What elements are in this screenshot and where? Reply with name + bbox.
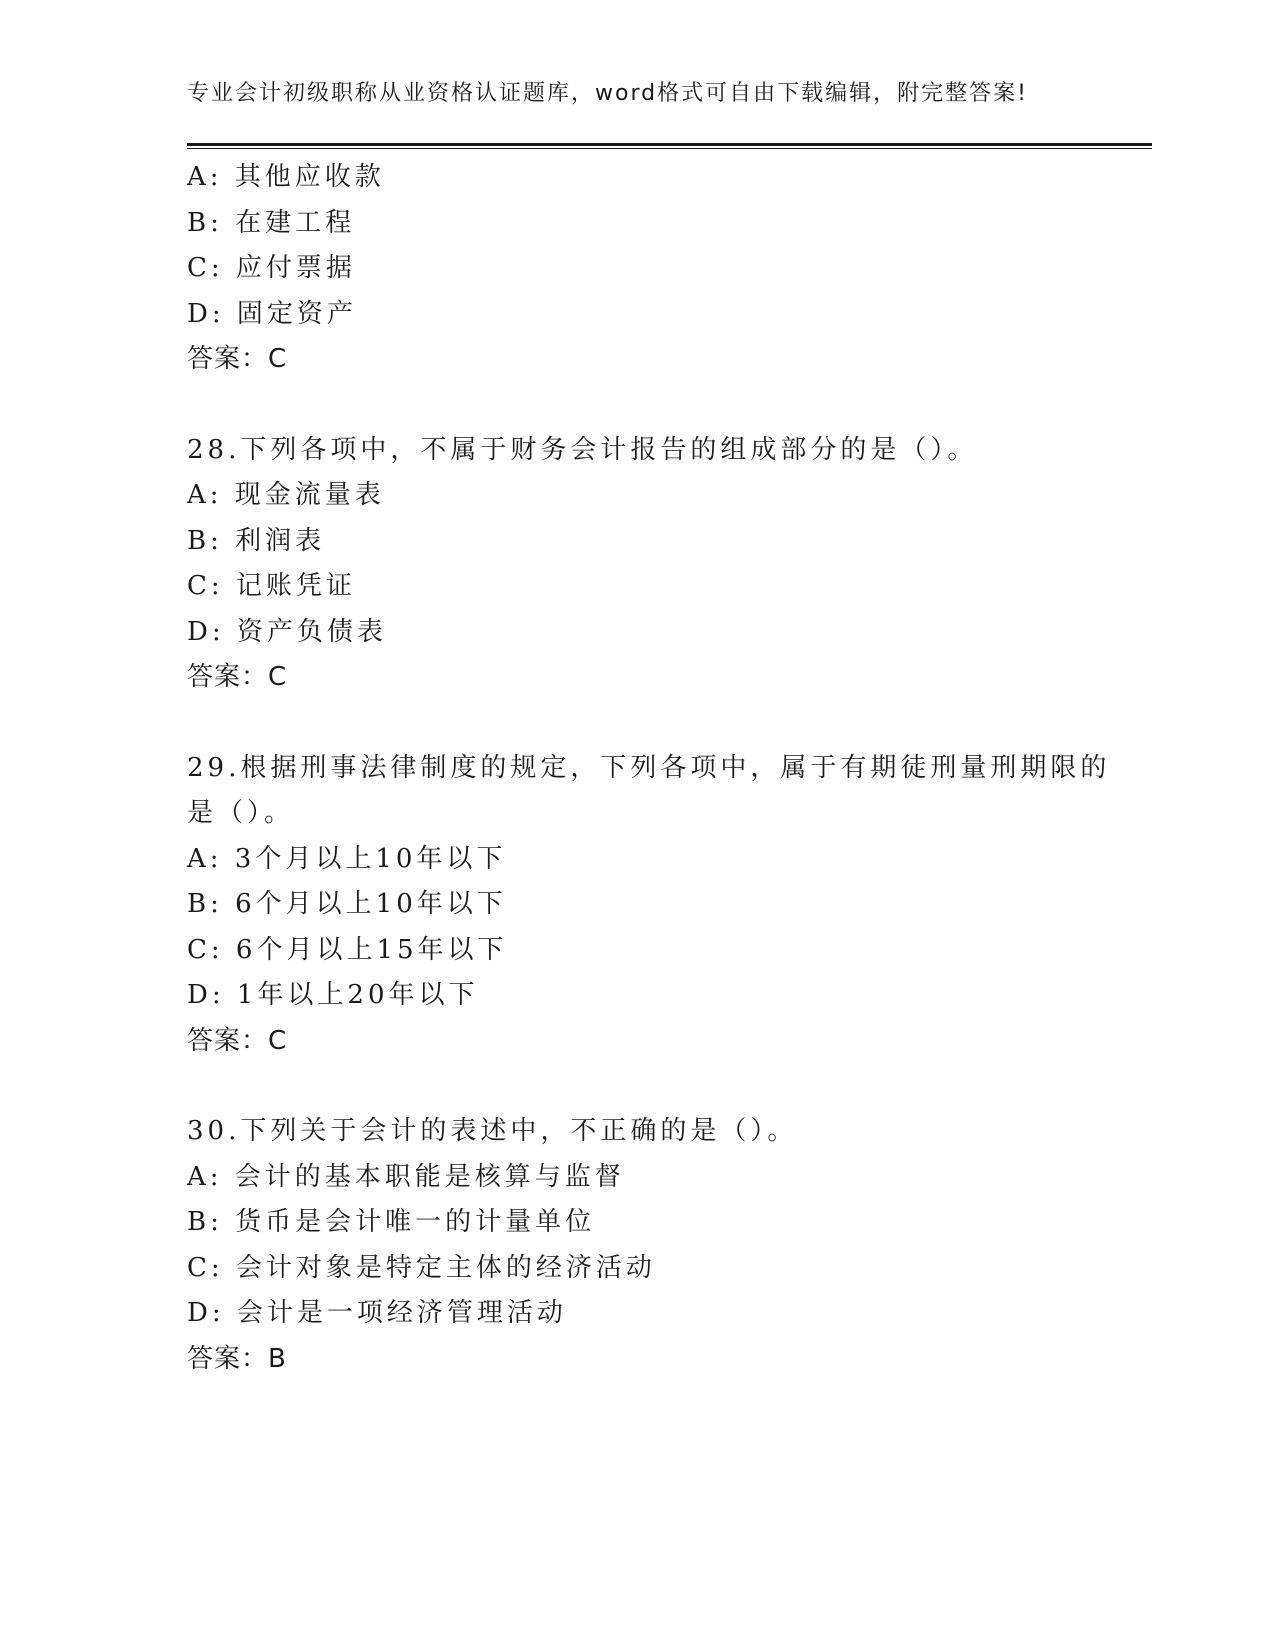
option-d: D: 1年以上20年以下	[187, 980, 479, 1010]
question-27-block	[187, 155, 1127, 383]
option-d: D: 会计是一项经济管理活动	[187, 1298, 567, 1328]
question-29-block	[187, 746, 1127, 1065]
option-a: A: 其他应收款	[187, 162, 385, 192]
option-b: B: 货币是会计唯一的计量单位	[187, 1207, 596, 1237]
option-a: A: 会计的基本职能是核算与监督	[187, 1161, 625, 1192]
option-c: C: 会计对象是特定主体的经济活动	[187, 1252, 656, 1283]
answer-label: 答案：B	[187, 1343, 287, 1374]
option-b: B: 6个月以上10年以下	[187, 889, 507, 919]
answer-label: 答案：C	[187, 662, 288, 692]
answer-label: 答案：C	[187, 1025, 288, 1056]
spacer	[187, 701, 1127, 746]
option-d: D: 固定资产	[187, 298, 357, 329]
question-text: 30.下列关于会计的表述中，不正确的是（）。	[187, 1116, 798, 1146]
question-text: 28.下列各项中，不属于财务会计报告的组成部分的是（）。	[187, 434, 978, 465]
answer-label: 答案：C	[187, 344, 288, 374]
question-text-line-2: 是（）。	[187, 798, 295, 828]
option-d: D: 资产负债表	[187, 616, 387, 647]
option-b: B: 在建工程	[187, 207, 356, 238]
option-a: A: 现金流量表	[187, 480, 385, 510]
option-c: C: 应付票据	[187, 253, 356, 283]
question-30-block	[187, 1109, 1127, 1382]
spacer	[187, 1064, 1127, 1109]
option-c: C: 记账凭证	[187, 571, 356, 601]
spacer	[187, 383, 1127, 428]
page-header-text: 专业会计初级职称从业资格认证题库，word格式可自由下载编辑，附完整答案!	[187, 81, 1028, 106]
question-text-line-1: 29.根据刑事法律制度的规定，下列各项中，属于有期徒刑量刑期限的	[187, 752, 1111, 783]
header-divider	[187, 143, 1152, 149]
option-a: A: 3个月以上10年以下	[187, 843, 507, 874]
option-c: C: 6个月以上15年以下	[187, 934, 508, 965]
option-b: B: 利润表	[187, 525, 326, 556]
question-list	[187, 155, 1127, 1382]
question-28-block	[187, 428, 1127, 701]
